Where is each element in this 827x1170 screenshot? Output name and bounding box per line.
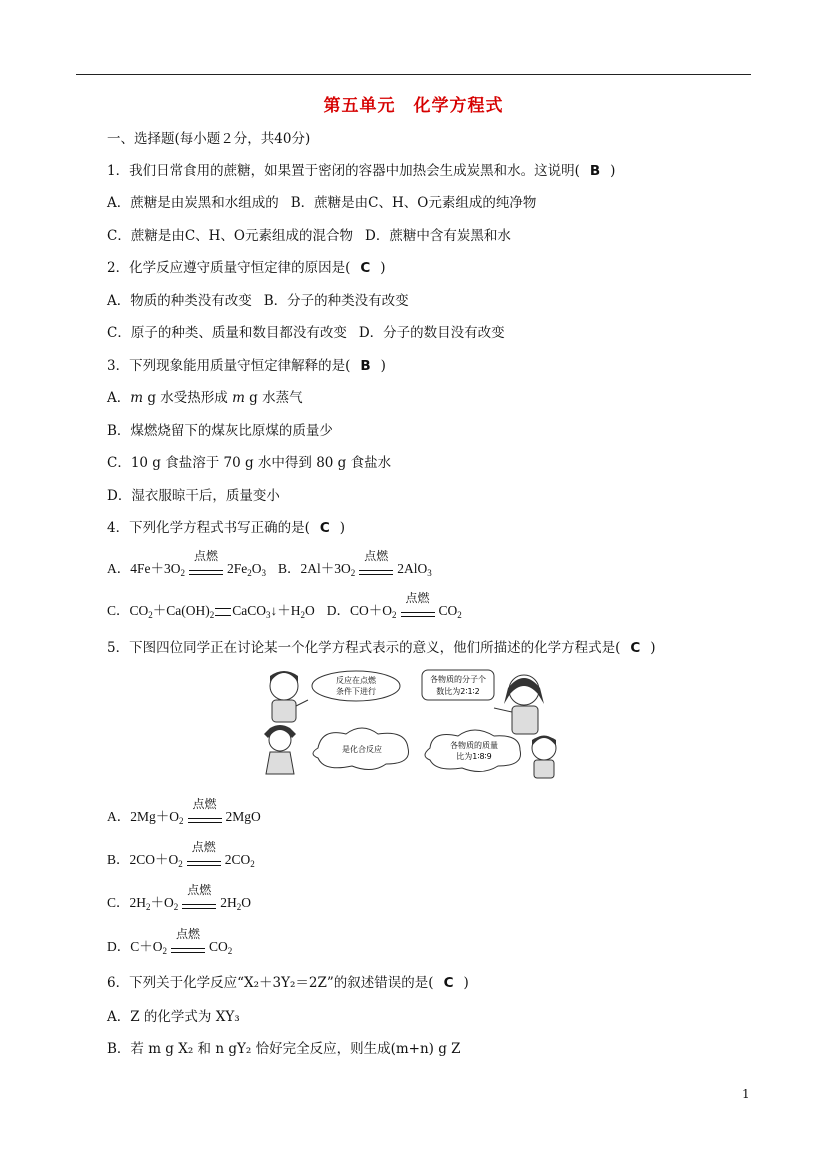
q2-answer: C bbox=[360, 260, 371, 276]
q4-options-cd: C．$CO_2+Ca(OH)_2$ $CaCO_3↓+H_2O$ D．$CO+O_2$ 点燃 $CO_2$ bbox=[107, 590, 462, 620]
reaction-arrow: 点燃 bbox=[171, 939, 205, 957]
student-figure bbox=[494, 675, 544, 734]
reaction-arrow: 点燃 bbox=[188, 809, 222, 827]
q3-option-b: B．煤燃烧留下的煤灰比原煤的质量少 bbox=[107, 423, 333, 439]
student-figure bbox=[270, 671, 308, 722]
q3-option-a: A．m g 水受热形成 m g 水蒸气 bbox=[107, 390, 303, 406]
q1-options-ab: A．蔗糖是由炭黑和水组成的 B．蔗糖是由C、H、O元素组成的纯净物 bbox=[107, 195, 537, 211]
page-number: 1 bbox=[742, 1087, 750, 1101]
q3-stem: 3．下列现象能用质量守恒定律解释的是( B ) bbox=[107, 358, 386, 374]
q4-options-ab: A．$4Fe+3O_2$ 点燃 $2Fe_2O_3$ B．$2Al+3O_2$ 点燃 2AlO$_3$ bbox=[107, 548, 432, 578]
bubble-text-1: 反应在点燃 bbox=[336, 676, 376, 685]
q2-options-cd: C．原子的种类、质量和数目都没有改变 D．分子的数目没有改变 bbox=[107, 325, 505, 341]
reaction-arrow: 点燃 bbox=[359, 561, 393, 579]
q3-answer: B bbox=[360, 358, 371, 374]
q6-option-b: B．若 m g X₂ 和 n gY₂ 恰好完全反应，则生成(m+n) g Z bbox=[107, 1041, 461, 1057]
bubble-text-4: 各物质的质量 bbox=[450, 741, 498, 750]
svg-text:数比为2∶1∶2: 数比为2∶1∶2 bbox=[436, 687, 480, 696]
svg-text:条件下进行: 条件下进行 bbox=[336, 687, 376, 696]
q5-option-c: C．$2H_2+O_2$ 点燃 $2H_2O$ bbox=[107, 882, 252, 912]
reaction-arrow: 点燃 bbox=[182, 895, 216, 913]
q5-option-d: D．$C+O_2$ 点燃 $CO_2$ bbox=[107, 926, 233, 956]
svg-text:比为1∶8∶9: 比为1∶8∶9 bbox=[456, 752, 492, 761]
q4-stem: 4．下列化学方程式书写正确的是( C ) bbox=[107, 520, 346, 536]
q3-option-c: C．10 g 食盐溶于 70 g 水中得到 80 g 食盐水 bbox=[107, 455, 392, 471]
bubble-text-3: 是化合反应 bbox=[342, 745, 382, 754]
header-rule bbox=[76, 74, 751, 75]
page-title: 第五单元 化学方程式 bbox=[323, 96, 504, 116]
q2-options-ab: A．物质的种类没有改变 B．分子的种类没有改变 bbox=[107, 293, 409, 309]
reaction-arrow: 点燃 bbox=[189, 561, 223, 579]
q1-options-cd: C．蔗糖是由C、H、O元素组成的混合物 D．蔗糖中含有炭黑和水 bbox=[107, 228, 511, 244]
q5-stem: 5．下图四位同学正在讨论某一个化学方程式表示的意义，他们所描述的化学方程式是( C ) bbox=[107, 640, 656, 656]
q5-option-b: B．$2CO+O_2$ 点燃 $2CO_2$ bbox=[107, 839, 255, 869]
q6-answer: C bbox=[443, 975, 454, 991]
q2-stem: 2．化学反应遵守质量守恒定律的原因是( C ) bbox=[107, 260, 386, 276]
q6-stem: 6．下列关于化学反应“X₂＋3Y₂＝2Z”的叙述错误的是( C ) bbox=[107, 975, 469, 991]
reaction-arrow: 点燃 bbox=[401, 603, 435, 621]
q5-answer: C bbox=[630, 640, 641, 656]
q4-answer: C bbox=[319, 520, 330, 536]
q3-option-d: D．湿衣服晾干后，质量变小 bbox=[107, 488, 280, 504]
q6-option-a: A．Z 的化学式为 XY₃ bbox=[107, 1009, 240, 1025]
section-heading: 一、选择题(每小题２分，共40分) bbox=[107, 131, 311, 147]
student-figure bbox=[532, 736, 556, 778]
q1-answer: B bbox=[589, 163, 601, 179]
q5-option-a: A．$2Mg+O_2$ 点燃 2MgO bbox=[107, 796, 261, 826]
student-figure bbox=[264, 725, 296, 774]
bubble-text-2: 各物质的分子个 bbox=[430, 675, 486, 684]
q1-stem: 1．我们日常食用的蔗糖，如果置于密闭的容器中加热会生成炭黑和水。这说明( B ) bbox=[107, 163, 616, 179]
reaction-arrow: 点燃 bbox=[187, 852, 221, 870]
discussion-illustration bbox=[262, 664, 564, 782]
